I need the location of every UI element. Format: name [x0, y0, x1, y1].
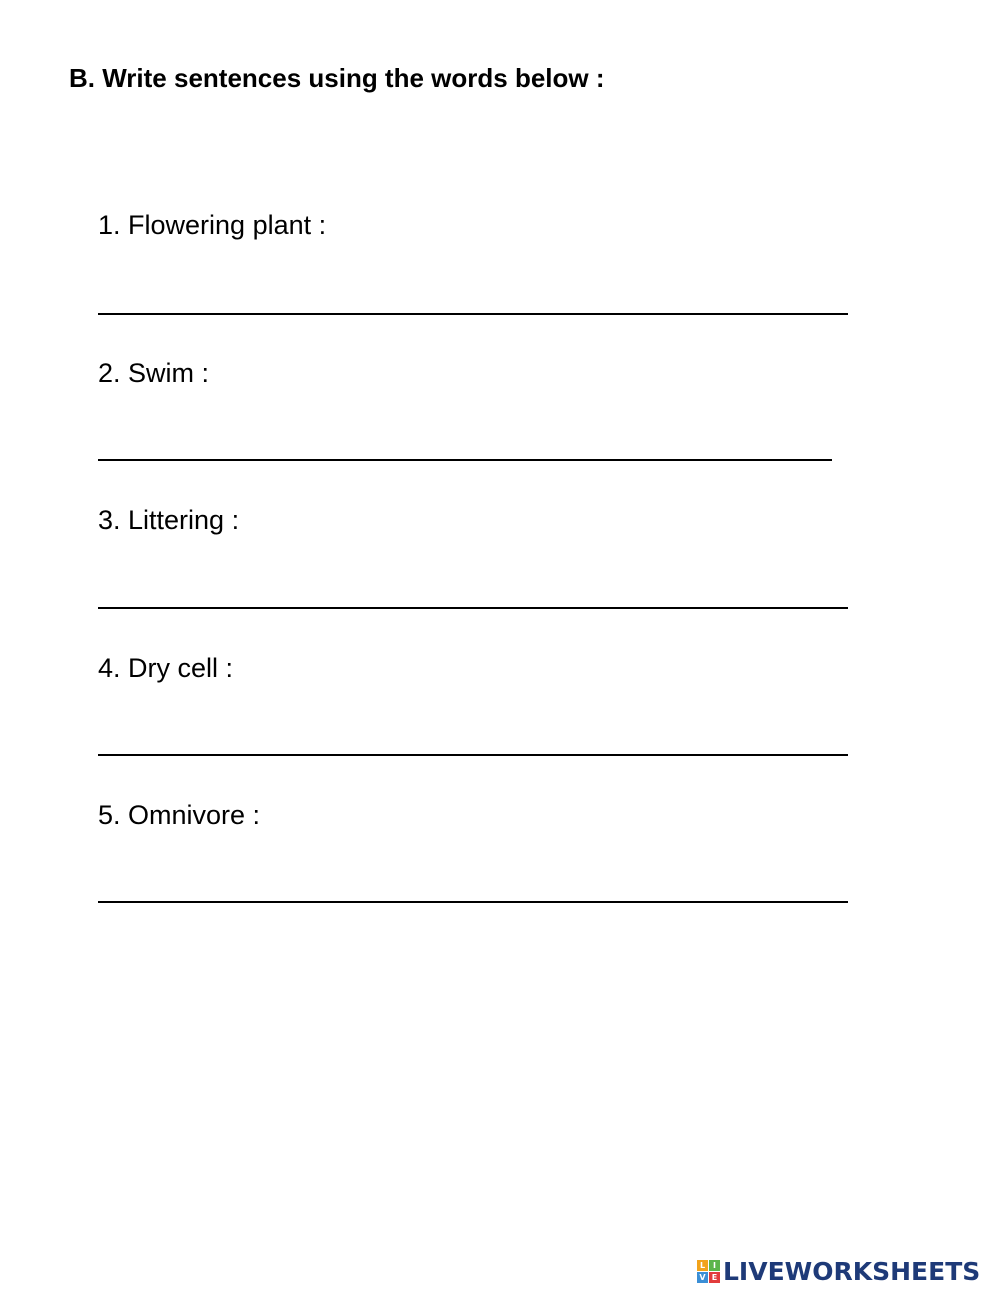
- answer-line-2[interactable]: [98, 459, 832, 461]
- logo-block-i: I: [709, 1260, 720, 1271]
- answer-line-3[interactable]: [98, 607, 848, 609]
- logo-text: LIVEWORKSHEETS: [723, 1256, 981, 1286]
- question-2-label: 2. Swim :: [98, 358, 210, 388]
- answer-line-5[interactable]: [98, 901, 848, 903]
- question-1-label: 1. Flowering plant :: [98, 210, 327, 240]
- answer-line-1[interactable]: [98, 313, 848, 315]
- answer-line-4[interactable]: [98, 754, 848, 756]
- logo-block-e: E: [709, 1272, 720, 1283]
- worksheet-heading: B. Write sentences using the words below :: [69, 63, 605, 93]
- logo-block-l: L: [697, 1260, 708, 1271]
- logo-blocks-icon: [697, 1260, 720, 1283]
- question-5-label: 5. Omnivore :: [98, 800, 261, 830]
- logo-block-v: V: [697, 1272, 708, 1283]
- liveworksheets-logo: [697, 1253, 980, 1289]
- question-3-label: 3. Littering :: [98, 505, 240, 535]
- question-4-label: 4. Dry cell :: [98, 653, 234, 683]
